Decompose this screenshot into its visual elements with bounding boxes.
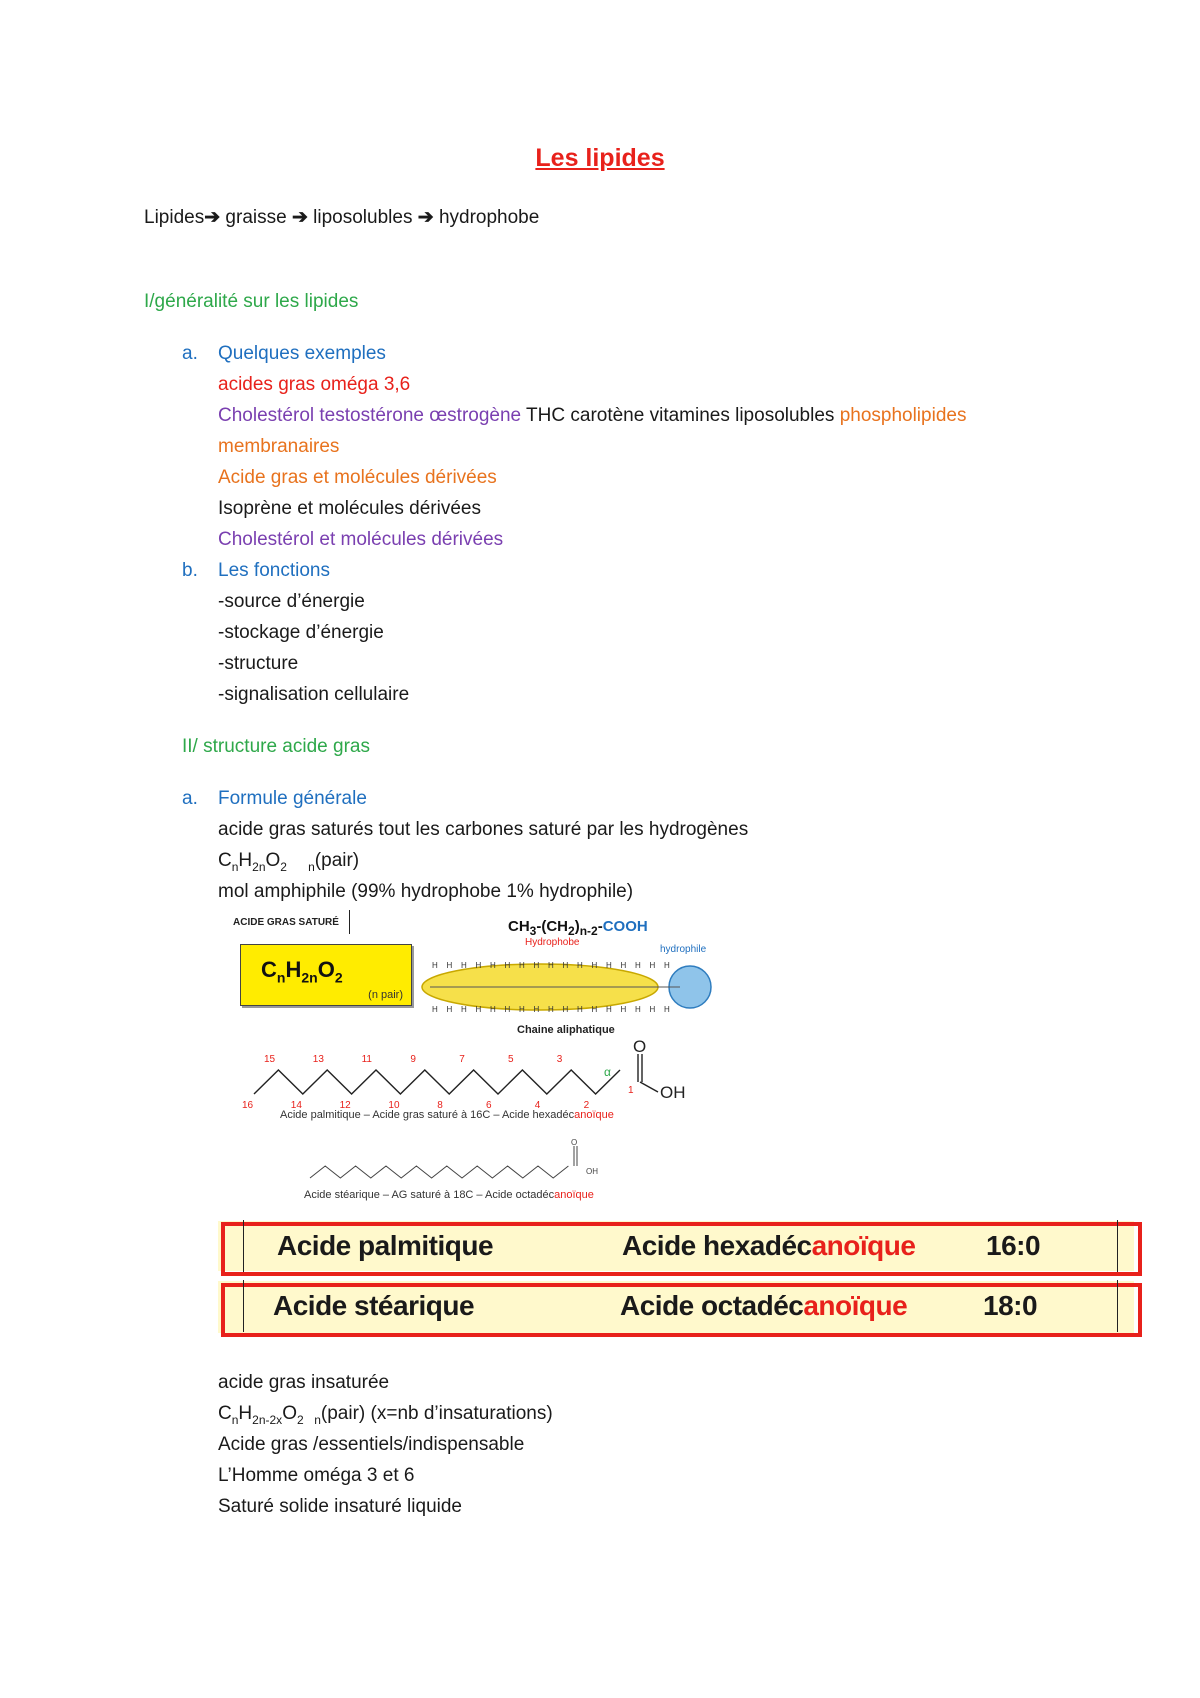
list-marker: b. — [182, 560, 198, 581]
table-divider — [1117, 1280, 1118, 1332]
iupac-text: anoïque — [803, 1290, 908, 1321]
carbon-number: 9 — [410, 1054, 416, 1065]
formula-part: - — [597, 918, 603, 935]
table-divider — [243, 1220, 244, 1272]
oxygen-label: O — [571, 1138, 578, 1147]
unsat-line: Acide gras /essentiels/indispensable — [218, 1434, 525, 1455]
formula-part: n-2 — [579, 924, 598, 938]
formula-part: O — [282, 1403, 297, 1424]
list-marker: a. — [182, 343, 198, 364]
example-line: Acide gras et molécules dérivées — [218, 467, 497, 488]
iupac-text: anoïque — [811, 1230, 916, 1261]
formula-part: (pair) — [314, 850, 360, 871]
hydrogen-atom: H — [649, 961, 656, 970]
hydrogen-atom: H — [533, 961, 540, 970]
caption-text: anoïque — [554, 1189, 594, 1201]
carbon-number: 11 — [361, 1054, 372, 1065]
arrow-icon: ➔ — [417, 207, 434, 228]
hydrogen-atom: H — [446, 1005, 453, 1014]
intro-item: Lipides — [144, 207, 205, 228]
section-heading-2: II/ structure acide gras — [182, 736, 370, 757]
skeletal-chain — [310, 1166, 568, 1178]
acid-iupac — [622, 1230, 915, 1262]
hydrogen-atom: H — [475, 961, 482, 970]
saturated-formula — [218, 849, 359, 879]
formula-part: 2n — [252, 859, 266, 874]
carbon-number: 6 — [486, 1100, 492, 1111]
intro-item: graisse — [225, 207, 287, 228]
function-item: -signalisation cellulaire — [218, 684, 410, 705]
carbon-number: 8 — [437, 1100, 443, 1111]
list-marker: a. — [182, 788, 198, 809]
formula-part: n — [231, 1412, 239, 1427]
stearic-caption — [304, 1189, 594, 1201]
hydrogen-atom: H — [475, 1005, 482, 1014]
formula-part: ) — [574, 918, 580, 935]
formula-text: mol amphiphile (99% hydrophobe 1% hydrophile) — [218, 881, 634, 902]
intro-item: hydrophobe — [438, 207, 540, 228]
carbon-number: 16 — [242, 1100, 254, 1111]
hydrogen-atom: H — [577, 1005, 583, 1014]
hydrophobe-label: Hydrophobe — [525, 937, 580, 948]
hydrogen-atom: H — [591, 961, 598, 970]
subheading-formula: Formule générale — [218, 788, 367, 809]
unsaturated-formula — [218, 1402, 553, 1432]
carbon-number: 1 — [628, 1085, 634, 1096]
unsat-line: acide gras insaturée — [218, 1372, 390, 1393]
hydrogen-atom: H — [432, 961, 438, 970]
palmitic-acid-structure — [242, 1036, 698, 1116]
hydroxyl-label: OH — [586, 1167, 598, 1176]
intro-line — [144, 206, 539, 230]
hydrophile-label: hydrophile — [660, 944, 707, 955]
formula-part: C — [218, 1403, 232, 1424]
formula-part: 2 — [568, 924, 575, 938]
example-line: acides gras oméga 3,6 — [218, 374, 411, 395]
skeletal-chain — [254, 1070, 620, 1094]
formula-part: -(CH — [536, 918, 569, 935]
hydroxyl-label: OH — [660, 1083, 686, 1102]
carbon-number: 14 — [290, 1100, 302, 1111]
hydrogen-atom: H — [664, 961, 670, 970]
carbon-number: 12 — [339, 1100, 351, 1111]
stearic-acid-structure — [306, 1136, 626, 1196]
hydrogen-atom: H — [606, 1005, 612, 1014]
formula-part: COOH — [602, 918, 648, 935]
hydrogen-atom: H — [461, 1005, 467, 1014]
formula-part: C — [218, 850, 232, 871]
hydrogen-atom: H — [635, 961, 641, 970]
carbon-number: 10 — [388, 1100, 400, 1111]
acid-notation: 18:0 — [983, 1290, 1038, 1321]
carbon-number: 15 — [264, 1054, 276, 1065]
subheading-functions: Les fonctions — [218, 560, 330, 581]
subheading-examples: Quelques exemples — [218, 343, 386, 364]
hydrogen-atom: H — [620, 1005, 627, 1014]
oxygen-label: O — [633, 1037, 647, 1056]
caption-text: Acide palmitique – Acide gras saturé à 16C – Acide hexadéc — [280, 1109, 575, 1121]
hydrogen-atom: H — [519, 961, 525, 970]
example-line: Cholestérol et molécules dérivées — [218, 529, 504, 550]
carbon-number: 5 — [508, 1054, 514, 1065]
example-line — [218, 404, 966, 428]
acid-iupac — [620, 1290, 907, 1322]
unsat-line: Saturé solide insaturé liquide — [218, 1496, 462, 1517]
hydrogen-atom: H — [649, 1005, 656, 1014]
formula-part: n — [308, 859, 315, 874]
hydrogen-atom: H — [432, 1005, 438, 1014]
hydrogen-atom: H — [490, 1005, 496, 1014]
formula-part: O — [265, 850, 281, 871]
example-line: Isoprène et molécules dérivées — [218, 498, 481, 519]
function-item: -stockage d’énergie — [218, 622, 384, 643]
hydrogen-atom: H — [620, 961, 627, 970]
hydrogen-atom: H — [562, 1005, 569, 1014]
amphiphile-diagram — [420, 934, 720, 1034]
acid-notation: 16:0 — [986, 1230, 1041, 1261]
carbon-number: 3 — [556, 1054, 563, 1065]
caption-text: anoïque — [574, 1109, 614, 1121]
carbon-number: 7 — [459, 1054, 465, 1065]
intro-item: liposolubles — [313, 207, 413, 228]
palmitic-caption — [280, 1109, 614, 1121]
hydrogen-atom: H — [519, 1005, 525, 1014]
formula-part: (pair) (x=nb d’insaturations) — [320, 1403, 553, 1424]
iupac-text: Acide octadéc — [620, 1290, 804, 1321]
hydrogen-atom: H — [562, 961, 569, 970]
formula-part: 2n-2x — [252, 1412, 283, 1427]
hydrogen-atom: H — [635, 1005, 641, 1014]
formula-box — [240, 944, 412, 1006]
formula-part: H — [238, 1403, 253, 1424]
function-item: -source d’énergie — [218, 591, 365, 612]
arrow-icon: ➔ — [204, 207, 221, 228]
formula-part: n — [314, 1412, 321, 1427]
formula-part: 2 — [296, 1412, 304, 1427]
page-title: Les lipides — [535, 144, 665, 172]
iupac-text: Acide hexadéc — [622, 1230, 812, 1261]
hydrogen-atom: H — [664, 1005, 670, 1014]
hydrogen-atom: H — [504, 961, 511, 970]
arrow-icon: ➔ — [291, 207, 308, 228]
table-divider — [1117, 1220, 1118, 1272]
hydrogen-atom: H — [606, 961, 612, 970]
formula-part: H — [238, 850, 253, 871]
box-formula: $C_nH_{2n}O_2$ — [261, 957, 343, 986]
example-line: membranaires — [218, 436, 340, 457]
section-heading-1: I/généralité sur les lipides — [144, 291, 359, 312]
example-text: THC carotène vitamines liposolubles — [521, 405, 840, 426]
formula-part: 3 — [529, 924, 537, 938]
formula-text: acide gras saturés tout les carbones saturé par les hydrogènes — [218, 819, 749, 840]
hydrogen-atom: H — [591, 1005, 598, 1014]
formula-part: 2 — [280, 859, 287, 874]
caption-text: Acide stéarique – AG saturé à 18C – Acide octadéc — [304, 1189, 555, 1201]
function-item: -structure — [218, 653, 299, 674]
hydrogen-atom: H — [548, 961, 554, 970]
hydrogen-atom: H — [461, 961, 467, 970]
acid-name: Acide stéarique — [273, 1290, 475, 1321]
alpha-label: α — [604, 1065, 611, 1079]
hydroxyl-bond — [640, 1082, 658, 1092]
table-divider — [243, 1280, 244, 1332]
hydrogen-atom: H — [533, 1005, 540, 1014]
carbon-number: 4 — [534, 1100, 541, 1111]
hydrogen-atom: H — [490, 961, 496, 970]
hydrogen-atom: H — [504, 1005, 511, 1014]
figure-label: ACIDE GRAS SATURÉ — [233, 917, 339, 928]
chain-caption: Chaine aliphatique — [517, 1024, 615, 1036]
carbon-number: 2 — [583, 1100, 590, 1111]
hydrogen-atom: H — [548, 1005, 554, 1014]
acid-name: Acide palmitique — [277, 1230, 494, 1261]
figure-divider — [349, 910, 350, 934]
formula-part: CH — [508, 918, 530, 935]
box-note: (n pair) — [368, 989, 403, 1001]
carbon-number: 13 — [312, 1054, 324, 1065]
unsat-line: L’Homme oméga 3 et 6 — [218, 1465, 415, 1486]
formula-part: n — [231, 859, 239, 874]
example-text: Cholestérol testostérone œstrogène — [218, 405, 522, 426]
hydrogen-atom: H — [577, 961, 583, 970]
carbon-numbers — [242, 1054, 590, 1111]
example-text: phospholipides — [839, 405, 967, 426]
hydrogen-atom: H — [446, 961, 453, 970]
